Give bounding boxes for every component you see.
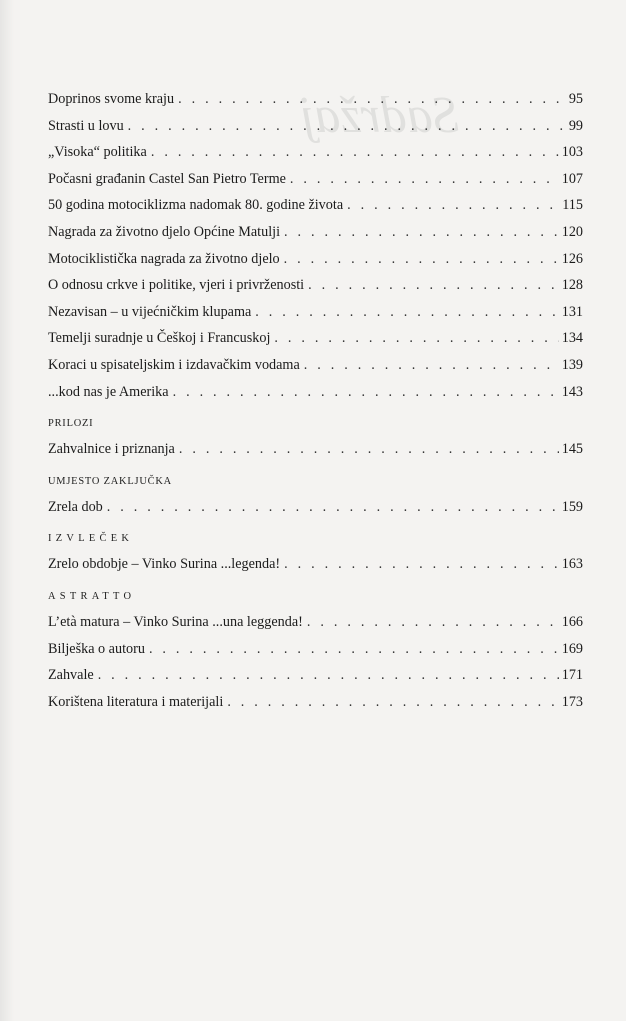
dot-leader [98, 662, 559, 689]
toc-entry-title: L’età matura – Vinko Surina ...una leggenda! [48, 613, 303, 630]
dot-leader [284, 246, 559, 273]
toc-entry [48, 436, 583, 463]
toc-page-number: 139 [561, 356, 583, 373]
page-edge-shadow [0, 0, 14, 1021]
toc-entry [48, 219, 583, 246]
toc-entry [48, 325, 583, 352]
dot-leader [107, 494, 559, 521]
toc-entry-title: Strasti u lovu [48, 117, 124, 134]
toc-entry-title: Temelji suradnje u Češkoj i Francuskoj [48, 330, 271, 347]
toc-page-number: 131 [561, 303, 583, 320]
toc-page-number: 143 [561, 383, 583, 400]
toc-entry [48, 551, 583, 578]
toc-page-number: 120 [561, 223, 583, 240]
toc-page-number: 95 [568, 91, 583, 107]
section-heading: ASTRATTO [48, 590, 136, 602]
toc-entry-title: Zahvale [48, 667, 94, 684]
toc-page-number: 115 [562, 197, 583, 214]
toc-page-number: 134 [561, 330, 583, 347]
dot-leader [179, 436, 559, 463]
table-of-contents [48, 86, 583, 715]
toc-entry-title: ...kod nas je Amerika [48, 383, 169, 400]
toc-entry [48, 379, 583, 406]
section-heading: PRILOZI [48, 418, 94, 430]
dot-leader [284, 551, 559, 578]
toc-page-number: 103 [561, 144, 583, 161]
toc-entry-title: 50 godina motociklizma nadomak 80. godine života [48, 197, 344, 214]
toc-entry [48, 689, 583, 716]
toc-page-number: 128 [561, 277, 583, 294]
dot-leader [284, 219, 559, 246]
toc-entry-title: Motociklistička nagrada za životno djelo [48, 250, 280, 267]
toc-page-number: 166 [561, 613, 583, 630]
toc-entry-title: Zrela dob [48, 498, 103, 515]
toc-page-number: 171 [561, 667, 583, 684]
dot-leader [307, 609, 559, 636]
toc-entry-title: Koraci u spisateljskim i izdavačkim vodama [48, 356, 300, 373]
toc-entry [48, 636, 583, 663]
dot-leader [173, 379, 559, 406]
toc-page-number: 126 [561, 250, 583, 267]
toc-entry-title: Nezavisan – u vijećničkim klupama [48, 303, 252, 320]
toc-page-number: 99 [568, 117, 583, 134]
toc-page-number: 173 [561, 693, 583, 710]
toc-entry [48, 246, 583, 273]
dot-leader [304, 352, 559, 379]
toc-entry [48, 192, 583, 219]
dot-leader [178, 86, 566, 113]
toc-entry-title: Doprinos svome kraju [48, 91, 175, 107]
toc-entry [48, 494, 583, 521]
toc-page-number: 145 [561, 441, 583, 458]
toc-entry [48, 139, 583, 166]
toc-entry-title: Zahvalnice i priznanja [48, 441, 175, 458]
toc-entry-title: Korištena literatura i materijali [48, 693, 224, 710]
dot-leader [290, 166, 559, 193]
toc-page-number: 107 [561, 170, 583, 187]
toc-entry-title: Bilješka o autoru [48, 640, 145, 657]
toc-entry [48, 113, 583, 140]
dot-leader [274, 325, 558, 352]
toc-entry-title: „Visoka“ politika [48, 144, 147, 161]
toc-entry [48, 299, 583, 326]
toc-entry-title: O odnosu crkve i politike, vjeri i privrženosti [48, 277, 305, 294]
dot-leader [308, 272, 559, 299]
section-heading: UMJESTO ZAKLJUČKA [48, 475, 172, 487]
dot-leader [149, 636, 559, 663]
dot-leader [128, 113, 566, 140]
toc-entry [48, 662, 583, 689]
toc-entry-title: Nagrada za životno djelo Općine Matulji [48, 223, 281, 240]
toc-entry-title: Počasni građanin Castel San Pietro Terme [48, 170, 286, 187]
toc-page-number: 163 [561, 556, 583, 573]
toc-page-number: 169 [561, 640, 583, 657]
toc-entry [48, 272, 583, 299]
dot-leader [255, 299, 558, 326]
toc-entry [48, 86, 583, 113]
dot-leader [347, 192, 559, 219]
toc-entry [48, 609, 583, 636]
dot-leader [151, 139, 559, 166]
section-heading: IZVLEČEK [48, 533, 134, 545]
toc-entry [48, 352, 583, 379]
toc-entry [48, 166, 583, 193]
dot-leader [227, 689, 558, 716]
toc-entry-title: Zrelo obdobje – Vinko Surina ...legenda! [48, 556, 281, 573]
toc-page-number: 159 [561, 498, 583, 515]
bleed-through-title: Sadržaj [300, 87, 459, 144]
